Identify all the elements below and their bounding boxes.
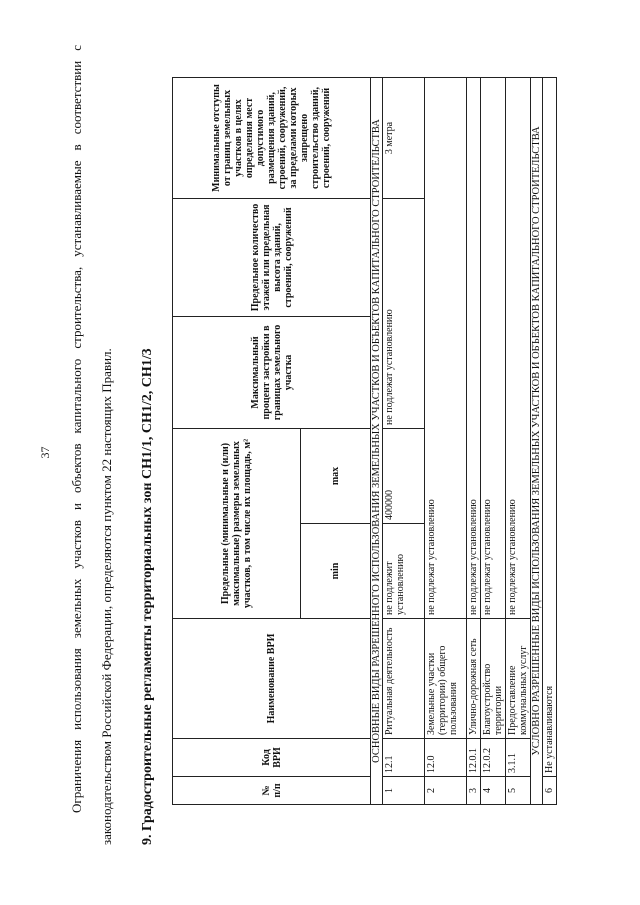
row-text: Не устанавливаются (543, 77, 557, 776)
section-title: 9. Градостроительные регламенты территориальных зон СН1/1, СН1/2, СН1/3 (140, 348, 155, 845)
header-percent: Максимальный процент застройки в границах земельного участка (173, 316, 371, 428)
page-number: 37 (38, 446, 52, 459)
row-rest: не подлежат установлению (506, 77, 531, 618)
header-setbacks: Минимальные отступы от границ земельных участков в целях определения мест допустимого размещения зданий, строений, сооружений, за пределами которых запрещено строительство зданий, строений, сооружений (173, 77, 371, 198)
header-floors: Предельное количество этажей или предельная высота зданий, строений, сооружений (173, 198, 371, 316)
row-name: Ритуальная деятельность (383, 619, 425, 739)
row-name: Улично-дорожная сеть (467, 619, 481, 739)
header-max: max (301, 428, 371, 523)
regulations-table-wrapper (172, 78, 557, 805)
row-name: Благоустройство территории (481, 619, 506, 739)
row-code: 12.1 (383, 739, 425, 777)
row-rest: не подлежат установлению (425, 77, 467, 618)
row-name: Предоставление коммунальных услуг (506, 619, 531, 739)
row-max: 400000 (383, 428, 425, 523)
row-code: 3.1.1 (506, 739, 531, 777)
table-header-row (173, 77, 301, 804)
row-num: 1 (383, 777, 425, 805)
header-name: Наименование ВРИ (173, 619, 371, 739)
table-row (506, 77, 531, 804)
row-num: 3 (467, 777, 481, 805)
intro-paragraph: Ограничения использования земельных участков и объектов капитального строительства, устанавливаемые в соответствии с законодательством Российской Федерации, определяются пунктом 22 настоящих Правил. (69, 45, 114, 845)
row-rest: не подлежат установлению (481, 77, 506, 618)
table-row (543, 77, 557, 804)
header-code: Код ВРИ (173, 739, 371, 777)
header-sizes: Предельные (минимальные и (или) максимальные) размеры земельных участков, в том числе их площадь, м² (173, 428, 301, 618)
header-num: № п/п (173, 777, 371, 805)
regulations-table (172, 77, 557, 805)
section-conditional-heading: УСЛОВНО РАЗРЕШЕННЫЕ ВИДЫ ИСПОЛЬЗОВАНИЯ ЗЕМЕЛЬНЫХ УЧАСТКОВ И ОБЪЕКТОВ КАПИТАЛЬНОГО СТРОИТЕЛЬСТВА (531, 77, 543, 804)
row-num: 6 (543, 777, 557, 805)
row-code: 12.0.1 (467, 739, 481, 777)
table-row (383, 77, 425, 804)
table-row (467, 77, 481, 804)
row-num: 2 (425, 777, 467, 805)
row-num: 4 (481, 777, 506, 805)
section-main-row (371, 77, 383, 804)
row-code: 12.0 (425, 739, 467, 777)
row-name: Земельные участки (территории) общего пользования (425, 619, 467, 739)
section-conditional-row (531, 77, 543, 804)
row-rest: не подлежат установлению (467, 77, 481, 618)
row-min: не подлежит установлению (383, 524, 425, 619)
row-setback: 3 метра (383, 77, 425, 198)
header-min: min (301, 524, 371, 619)
row-code: 12.0.2 (481, 739, 506, 777)
row-percent-floors: не подлежат установлению (383, 198, 425, 428)
section-main-heading: ОСНОВНЫЕ ВИДЫ РАЗРЕШЕННОГО ИСПОЛЬЗОВАНИЯ ЗЕМЕЛЬНЫХ УЧАСТКОВ И ОБЪЕКТОВ КАПИТАЛЬНОГО СТРОИТЕЛЬСТВА (371, 77, 383, 804)
row-num: 5 (506, 777, 531, 805)
table-row (425, 77, 467, 804)
table-row (481, 77, 506, 804)
